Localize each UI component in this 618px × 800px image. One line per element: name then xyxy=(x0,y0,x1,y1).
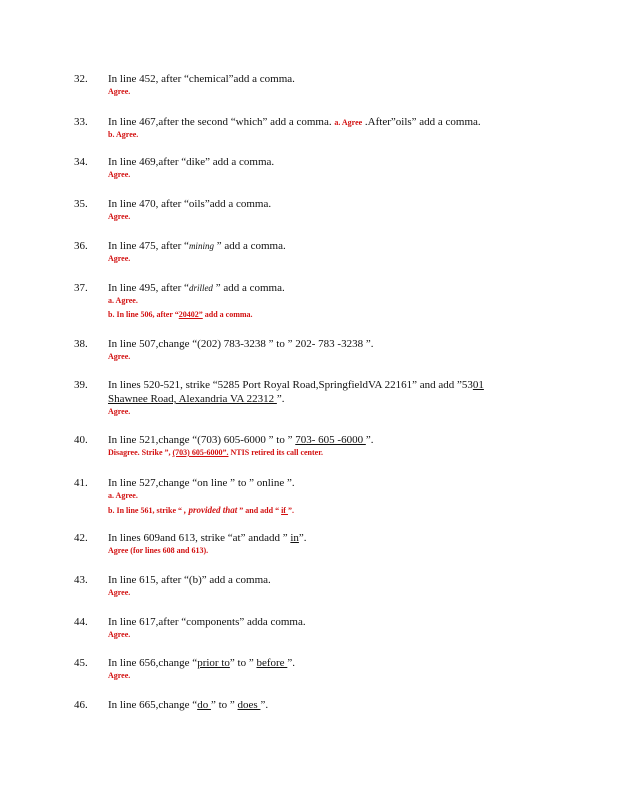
comment-text: In line 507,change “(202) 783-3238 ” to ” 202- 783 -3238 ”. xyxy=(108,338,374,350)
comment-text xyxy=(108,532,548,544)
comment-text-part: ” add a comma. xyxy=(212,282,285,294)
comment-underlined: prior to xyxy=(197,657,230,669)
response-underlined: 20402” xyxy=(178,310,203,319)
comment-text-part: ”. xyxy=(298,532,307,544)
comment-text: In line 615, after “(b)” add a comma. xyxy=(108,574,271,586)
comment-underlined: does xyxy=(237,699,261,711)
comment-text xyxy=(108,282,548,294)
comment-text-line-2 xyxy=(108,393,548,405)
item-number: 44. xyxy=(74,616,88,628)
comment-text-part: ”. xyxy=(287,657,295,669)
item-number: 46. xyxy=(74,699,88,711)
response-b xyxy=(108,310,253,319)
item-number: 38. xyxy=(74,338,88,350)
comment-text xyxy=(108,116,548,128)
item-number: 32. xyxy=(74,73,88,85)
response-a: a. Agree. xyxy=(108,296,138,305)
comment-text-part: In lines 609and 613, strike “at” andadd ” xyxy=(108,532,291,544)
response: Agree. xyxy=(108,407,131,416)
comment-text: In line 617,after “components” adda comma. xyxy=(108,616,306,628)
response-part: NTIS retired its call center. xyxy=(228,448,324,457)
response: Agree. xyxy=(108,212,131,221)
comment-underlined: before xyxy=(256,657,288,669)
item-number: 42. xyxy=(74,532,88,544)
item-number: 33. xyxy=(74,116,88,128)
comment-text-part: In line 521,change “(703) 605-6000 ” to ” xyxy=(108,434,296,446)
response-italic: , provided xyxy=(184,505,221,515)
item-number: 39. xyxy=(74,379,88,391)
comment-underlined: Shawnee Road, Alexandria VA 22312 xyxy=(108,393,277,405)
comment-underlined: 01 xyxy=(472,379,484,391)
comment-text: In line 470, after “oils”add a comma. xyxy=(108,198,272,210)
item-number: 34. xyxy=(74,156,88,168)
response-part: b. In line 561, strike “ xyxy=(108,506,185,515)
comment-text-part: In line 495, after “ xyxy=(108,282,189,294)
comment-text-part: ” to ” xyxy=(210,699,238,711)
response-part: add a comma. xyxy=(202,310,253,319)
comment-text xyxy=(108,434,548,446)
comment-text xyxy=(108,240,548,252)
response-underlined: if xyxy=(281,506,288,515)
comment-text-part: .After”oils” add a comma. xyxy=(364,116,481,128)
comment-text: In line 469,after “dike” add a comma. xyxy=(108,156,275,168)
response: Agree. xyxy=(108,352,131,361)
response: b. Agree. xyxy=(108,130,139,139)
item-number: 41. xyxy=(74,477,88,489)
item-number: 45. xyxy=(74,657,88,669)
comment-text-part: ”. xyxy=(276,393,285,405)
comment-text-part: ”. xyxy=(365,434,374,446)
response: Agree. xyxy=(108,588,131,597)
comment-text-part: In line 475, after “ xyxy=(108,240,189,252)
italic-word: drilled xyxy=(188,283,213,293)
comment-text xyxy=(108,657,548,669)
comment-text-part: ”. xyxy=(260,699,269,711)
response: Agree (for lines 608 and 613). xyxy=(108,546,209,555)
comment-text-part: ” add a comma. xyxy=(213,240,286,252)
comment-text-part: In lines 520-521, strike “5285 Port Royal Road,SpringfieldVA 22161” and add ”53 xyxy=(108,379,473,391)
comment-text-part: In line 467,after the second “which” add a comma. xyxy=(108,116,332,128)
comment-text-line-1 xyxy=(108,379,548,391)
comment-text-part: In line 665,change “ xyxy=(108,699,198,711)
item-number: 36. xyxy=(74,240,88,252)
response-underlined: (703) 605-6000”. xyxy=(172,448,229,457)
comment-underlined: do xyxy=(197,699,211,711)
item-number: 40. xyxy=(74,434,88,446)
response: Agree. xyxy=(108,630,131,639)
response-part: ” and add “ xyxy=(237,506,282,515)
inline-response: a. Agree xyxy=(334,118,363,127)
response: Agree. xyxy=(108,671,131,680)
response: Agree. xyxy=(108,254,131,263)
comment-text-part: ” to ” xyxy=(229,657,257,669)
response-b xyxy=(108,505,294,515)
italic-word: mining xyxy=(188,241,214,251)
comment-text xyxy=(108,699,548,711)
comment-text: In line 527,change “on line ” to ” online ”. xyxy=(108,477,295,489)
item-number: 35. xyxy=(74,198,88,210)
comment-text: In line 452, after “chemical”add a comma. xyxy=(108,73,295,85)
comment-underlined: 703- 605 -6000 xyxy=(295,434,366,446)
response-part: ”. xyxy=(287,506,294,515)
comment-text-part: In line 656,change “ xyxy=(108,657,198,669)
item-number: 43. xyxy=(74,574,88,586)
comment-underlined: in xyxy=(290,532,299,544)
response-a: a. Agree. xyxy=(108,491,138,500)
response-part: b. In line 506, after “ xyxy=(108,310,179,319)
response: Agree. xyxy=(108,170,131,179)
response-italic: that xyxy=(220,505,238,515)
item-number: 37. xyxy=(74,282,88,294)
response-part: Disagree. Strike ”, xyxy=(108,448,173,457)
response xyxy=(108,448,323,457)
response: Agree. xyxy=(108,87,131,96)
